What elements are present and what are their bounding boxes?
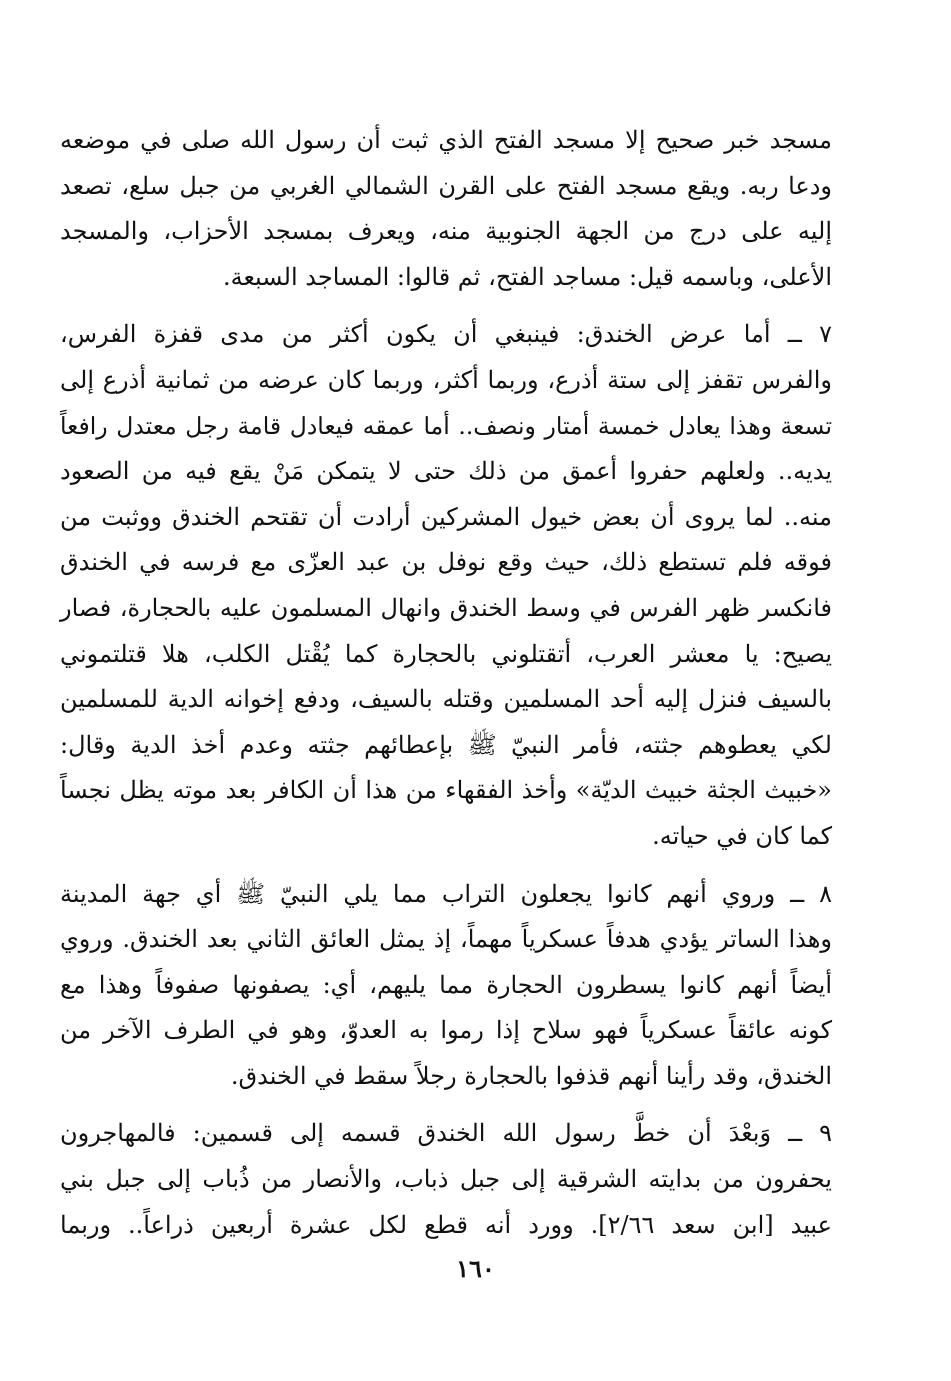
text-line: منه.. لما يروى أن بعض خيول المشركين أرادت أن تقتحم الخندق ووثبت من xyxy=(60,502,832,531)
text-line: ٨ ــ وروي أنهم كانوا يجعلون التراب مما يلي النبيّ ﷺ أي جهة المدينة xyxy=(60,879,832,908)
paragraph-mosques xyxy=(60,118,832,300)
text-line: ودعا ربه. ويقع مسجد الفتح على القرن الشمالي الغربي من جبل سلع، تصعد xyxy=(60,171,832,200)
text-line: يصيح: يا معشر العرب، أتقتلوني بالحجارة كما يُقْتل الكلب، هلا قتلتموني xyxy=(60,639,832,668)
text-line: الخندق، وقد رأينا أنهم قذفوا بالحجارة رجلاً سقط في الخندق. xyxy=(230,1061,832,1090)
text-line: ٩ ــ وَبعْدَ أن خطَّ رسول الله الخندق قسمه إلى قسمين: فالمهاجرون xyxy=(60,1119,832,1148)
text-line: إليه على درج من الجهة الجنوبية منه، ويعرف بمسجد الأحزاب، والمسجد xyxy=(60,217,832,246)
text-line: والفرس تقفز إلى ستة أذرع، وربما أكثر، وربما كان عرضه من ثمانية أذرع إلى xyxy=(60,365,832,394)
text-line: يديه.. ولعلهم حفروا أعمق من ذلك حتى لا يتمكن مَنْ يقع فيه من الصعود xyxy=(60,457,832,486)
text-line: «خبيث الجثة خبيث الديّة» وأخذ الفقهاء من هذا أن الكافر بعد موته يظل نجساً xyxy=(60,776,832,805)
text-line: وهذا الساتر يؤدي هدفاً عسكرياً مهماً، إذ يمثل العائق الثاني بعد الخندق. وروي xyxy=(60,925,832,954)
text-line: بالسيف فنزل إليه أحد المسلمين وقتله بالسيف، ودفع إخوانه الدية للمسلمين xyxy=(60,685,832,714)
text-line: الأعلى، وباسمه قيل: مساجد الفتح، ثم قالوا: المساجد السبعة. xyxy=(222,262,832,291)
text-line: كما كان في حياته. xyxy=(652,821,832,850)
text-line: كونه عائقاً عسكرياً فهو سلاح إذا رموا به العدوّ، وهو في الطرف الآخر من xyxy=(60,1016,832,1045)
text-line: تسعة وهذا يعادل خمسة أمتار ونصف.. أما عمقه فيعادل قامة رجل معتدل رافعاً xyxy=(60,411,832,440)
body-text xyxy=(60,118,832,1260)
text-line: يحفرون من بدايته الشرقية إلى جبل ذباب، والأنصار من ذُباب إلى جبل بني xyxy=(60,1165,832,1194)
page-number: ١٦٠ xyxy=(456,1254,495,1283)
text-line: فوقه فلم تستطع ذلك، حيث وقع نوفل بن عبد العزّى مع فرسه في الخندق xyxy=(60,548,832,577)
paragraph-item-7 xyxy=(60,312,832,859)
text-line: عبيد [ابن سعد ٢/٦٦]. وورد أنه قطع لكل عشرة أربعين ذراعاً.. وربما xyxy=(60,1210,832,1239)
text-line: فانكسر ظهر الفرس في وسط الخندق وانهال المسلمون عليه بالحجارة، فصار xyxy=(60,593,832,622)
paragraph-item-8 xyxy=(60,872,832,1100)
text-line: لكي يعطوهم جثته، فأمر النبيّ ﷺ بإعطائهم جثته وعدم أخذ الدية وقال: xyxy=(60,730,832,759)
text-line: مسجد خبر صحيح إلا مسجد الفتح الذي ثبت أن رسول الله صلى في موضعه xyxy=(60,126,832,154)
text-line: أيضاً أنهم كانوا يسطرون الحجارة مما يليهم، أي: يصفونها صفوفاً وهذا مع xyxy=(60,970,832,999)
text-line: ٧ ــ أما عرض الخندق: فينبغي أن يكون أكثر من مدى قفزة الفرس، xyxy=(60,320,832,349)
paragraph-item-9 xyxy=(60,1111,832,1248)
